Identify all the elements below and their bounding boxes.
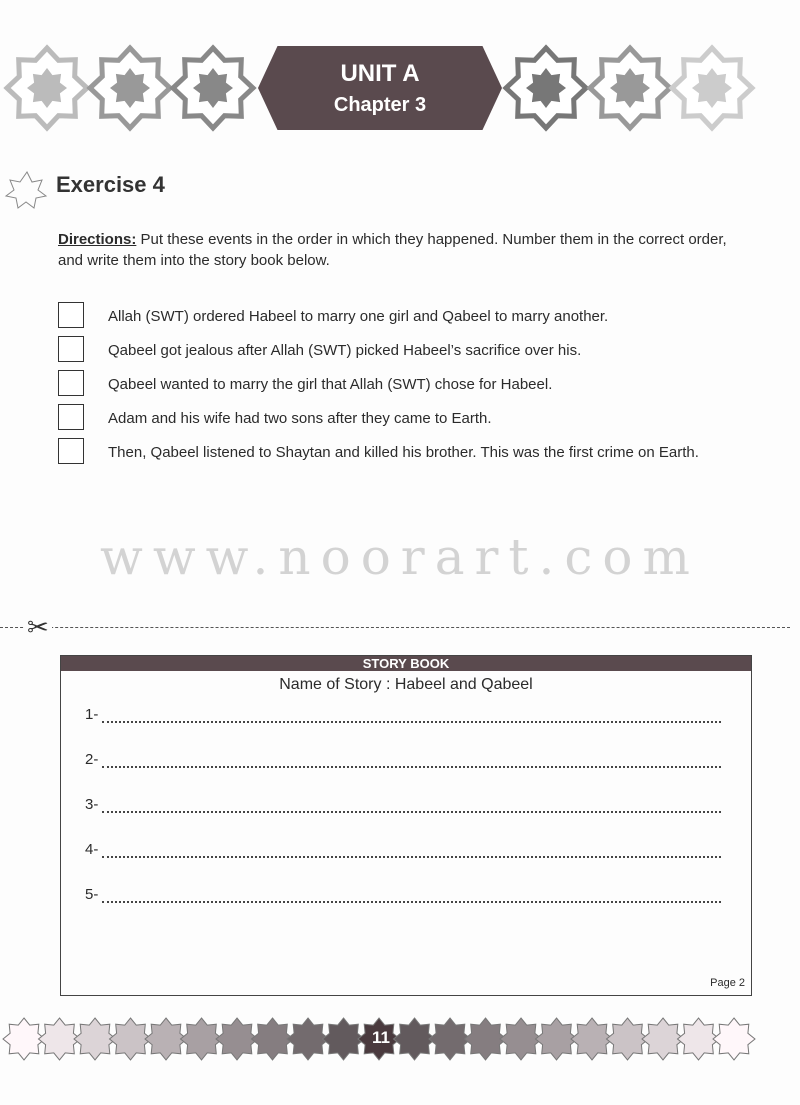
answer-line[interactable] <box>85 841 721 858</box>
order-checkbox[interactable] <box>58 336 84 362</box>
footer-star-icon <box>713 1018 755 1060</box>
order-checkbox[interactable] <box>58 438 84 464</box>
ornament-star-icon <box>610 68 650 108</box>
page-number: 11 <box>372 1028 390 1047</box>
order-checkbox[interactable] <box>58 404 84 430</box>
footer-star-row <box>0 1015 800 1065</box>
ornament-star-icon <box>193 68 233 108</box>
ornament-star-icon <box>110 68 150 108</box>
order-checkbox[interactable] <box>58 302 84 328</box>
ornament-star-icon <box>27 68 67 108</box>
line-number: 3- <box>85 796 99 813</box>
answer-line[interactable] <box>85 706 721 723</box>
unit-title: UNIT A <box>340 60 420 87</box>
line-number: 1- <box>85 706 99 723</box>
event-text: Adam and his wife had two sons after they came to Earth. <box>108 410 492 427</box>
line-number: 5- <box>85 886 99 903</box>
story-page-label: Page 2 <box>710 977 745 989</box>
star-ornament-icon <box>2 168 52 212</box>
story-name: Name of Story : Habeel and Qabeel <box>279 676 533 693</box>
event-text: Qabeel got jealous after Allah (SWT) picked Habeel’s sacrifice over his. <box>108 342 582 359</box>
unit-banner <box>258 46 502 130</box>
directions <box>58 229 738 271</box>
scissors-icon: ✂ <box>24 613 52 641</box>
line-number: 4- <box>85 841 99 858</box>
ornament-star-icon <box>692 68 732 108</box>
directions-text: Put these events in the order in which they happened. Number them in the correct order, and write them into the story book below. <box>58 231 727 269</box>
cut-line <box>0 627 790 628</box>
event-text: Qabeel wanted to marry the girl that Allah (SWT) chose for Habeel. <box>108 376 553 393</box>
answer-line[interactable] <box>85 886 721 903</box>
directions-label: Directions: <box>58 231 137 248</box>
answer-line[interactable] <box>85 751 721 768</box>
chapter-title: Chapter 3 <box>333 94 427 116</box>
story-book <box>60 655 752 996</box>
line-number: 2- <box>85 751 99 768</box>
exercise-title: Exercise 4 <box>56 172 165 197</box>
event-text: Allah (SWT) ordered Habeel to marry one girl and Qabeel to marry another. <box>108 308 609 325</box>
answer-line[interactable] <box>85 796 721 813</box>
ornament-star-icon <box>526 68 566 108</box>
story-book-title: STORY BOOK <box>61 656 751 671</box>
watermark: www.noorart.com <box>100 528 700 586</box>
event-text: Then, Qabeel listened to Shaytan and killed his brother. This was the first crime on Earth. <box>108 444 699 461</box>
order-checkbox[interactable] <box>58 370 84 396</box>
